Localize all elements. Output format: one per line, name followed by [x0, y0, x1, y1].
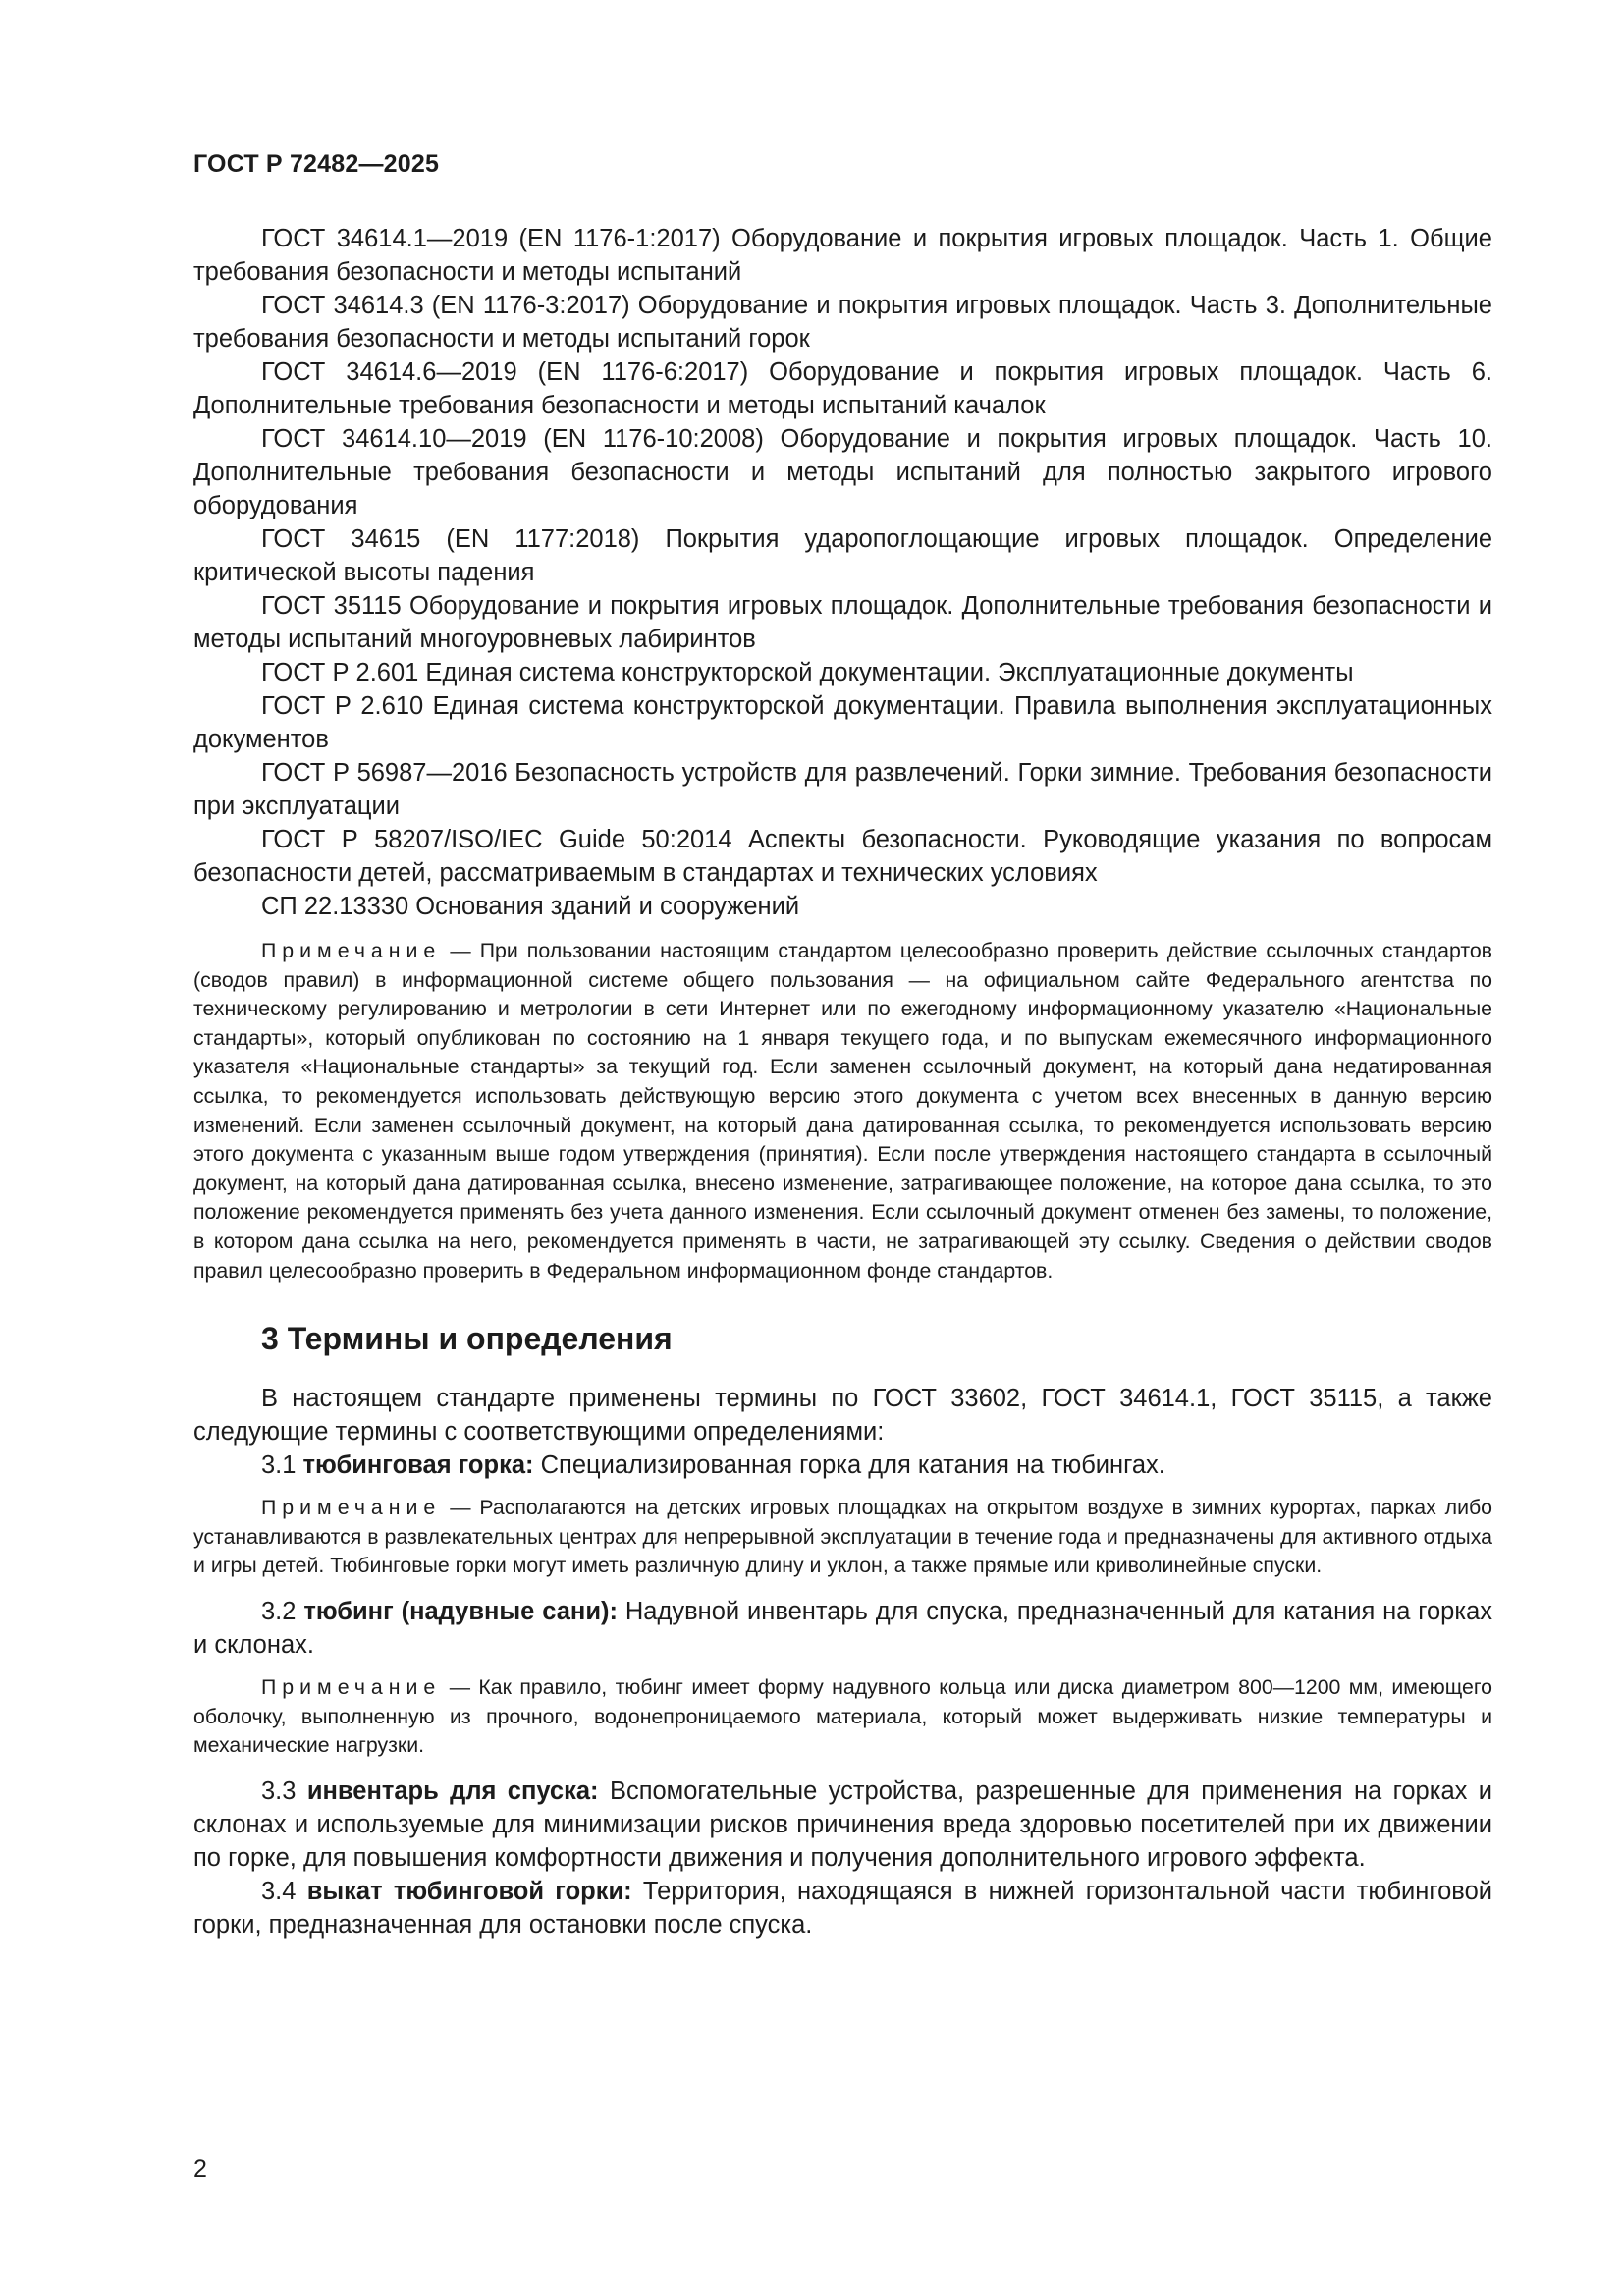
reference-item: СП 22.13330 Основания зданий и сооружений [261, 893, 800, 920]
reference-item: ГОСТ Р 58207/ISO/IEC Guide 50:2014 Аспекты безопасности. Руководящие указания по вопросам безопасности детей, рассматриваемым в стандартах и технических условиях [193, 826, 1492, 887]
term-number: 3.1 [261, 1451, 297, 1480]
term-definition [193, 1595, 1492, 1662]
reference-item: ГОСТ Р 2.601 Единая система конструкторской документации. Эксплуатационные документы [261, 659, 1354, 686]
reference-item: ГОСТ Р 2.610 Единая система конструкторской документации. Правила выполнения эксплуатационных документов [193, 692, 1492, 753]
reference-item: ГОСТ 34614.3 (EN 1176-3:2017) Оборудование и покрытия игровых площадок. Часть 3. Дополнительные требования безопасности и методы испытаний горок [193, 292, 1492, 353]
section-title: 3 Термины и определения [261, 1321, 673, 1357]
reference-item: ГОСТ Р 56987—2016 Безопасность устройств для развлечений. Горки зимние. Требования безопасности при эксплуатации [193, 759, 1492, 820]
term-text: Территория, находящаяся в нижней горизонтальной части тюбинговой горки, предназначенная для остановки после спуска. [193, 1877, 1492, 1939]
term-note [193, 1494, 1492, 1581]
page-number: 2 [193, 2156, 207, 2183]
note-label: Примечание [261, 1674, 442, 1699]
term-name: тюбинговая горка: [302, 1451, 534, 1480]
term-number: 3.3 [261, 1777, 297, 1805]
term-text: Вспомогательные устройства, разрешенные для применения на горках и склонах и используемые для минимизации рисков причинения вреда здоровью посетителей при их движении по горке, для повышения комфортности движения и получения дополнительного игрового эффекта. [193, 1777, 1492, 1872]
term-name: тюбинг (надувные сани): [303, 1597, 618, 1625]
reference-item: ГОСТ 34614.6—2019 (EN 1176-6:2017) Оборудование и покрытия игровых площадок. Часть 6. Дополнительные требования безопасности и методы испытаний качалок [193, 358, 1492, 419]
reference-item: ГОСТ 34614.10—2019 (EN 1176-10:2008) Оборудование и покрытия игровых площадок. Часть 10. Дополнительные требования безопасности и методы испытаний для полностью закрытого игрового оборудования [193, 425, 1492, 519]
term-number: 3.4 [261, 1877, 297, 1905]
document-header: ГОСТ Р 72482—2025 [193, 150, 440, 178]
note-text: — При пользовании настоящим стандартом целесообразно проверить действие ссылочных стандартов (сводов правил) в информационной системе общего пользования — на официальном сайте Федерального агентства по техническому регулированию и метрологии в сети Интернет или по ежегодному информационному указателю «Национальные стандарты», который опубликован по состоянию на 1 января текущего года, и по выпускам ежемесячного информационного указателя «Национальные стандарты» за текущий год. Если заменен ссылочный документ, на который дана недатированная ссылка, то рекомендуется использовать действующую версию этого документа с учетом всех внесенных в данную версию изменений. Если заменен ссылочный документ, на который дана датированная ссылка, то рекомендуется использовать версию этого документа с указанным выше годом утверждения (принятия). Если после утверждения настоящего стандарта в ссылочный документ, на который дана датированная ссылка, внесено изменение, затрагивающее положение, на которое дана ссылка, то это положение рекомендуется применять без учета данного изменения. Если ссылочный документ отменен без замены, то положение, в котором дана ссылка на него, рекомендуется применять в части, не затрагивающей эту ссылку. Сведения о действии сводов правил целесообразно проверить в Федеральном информационном фонде стандартов. [193, 939, 1492, 1283]
note-label: Примечание [261, 1496, 442, 1520]
term-definition [193, 1449, 1492, 1482]
term-name: выкат тюбинговой горки: [306, 1877, 632, 1905]
references-note [193, 937, 1492, 1285]
term-name: инвентарь для спуска: [306, 1777, 599, 1805]
reference-item: ГОСТ 35115 Оборудование и покрытия игровых площадок. Дополнительные требования безопасности и методы испытаний многоуровневых лабиринтов [193, 592, 1492, 653]
term-text: Надувной инвентарь для спуска, предназначенный для катания на горках и склонах. [193, 1597, 1493, 1659]
term-definition [193, 1775, 1492, 1875]
reference-list [193, 222, 1492, 923]
section-intro: В настоящем стандарте применены термины по ГОСТ 33602, ГОСТ 34614.1, ГОСТ 35115, а также следующие термины с соответствующими определениями: [193, 1385, 1492, 1447]
note-text: — Как правило, тюбинг имеет форму надувного кольца или диска диаметром 800—1200 мм, имеющего оболочку, выполненную из прочного, водонепроницаемого материала, который может выдерживать низкие температуры и механические нагрузки. [193, 1674, 1493, 1758]
page-content [193, 222, 1492, 1941]
term-text: Специализированная горка для катания на тюбингах. [540, 1451, 1165, 1480]
term-note [193, 1673, 1492, 1761]
reference-item: ГОСТ 34614.1—2019 (EN 1176-1:2017) Оборудование и покрытия игровых площадок. Часть 1. Общие требования безопасности и методы испытаний [193, 225, 1492, 286]
note-label: Примечание [261, 939, 442, 962]
term-number: 3.2 [261, 1597, 297, 1625]
note-text: — Располагаются на детских игровых площадках на открытом воздухе в зимних курортах, парках либо устанавливаются в развлекательных центрах для непрерывной эксплуатации в течение года и предназначены для активного отдыха и игры детей. Тюбинговые горки могут иметь различную длину и уклон, а также прямые или криволинейные спуски. [193, 1496, 1493, 1578]
reference-item: ГОСТ 34615 (EN 1177:2018) Покрытия ударопоглощающие игровых площадок. Определение критической высоты падения [193, 525, 1492, 586]
term-definition [193, 1875, 1492, 1941]
